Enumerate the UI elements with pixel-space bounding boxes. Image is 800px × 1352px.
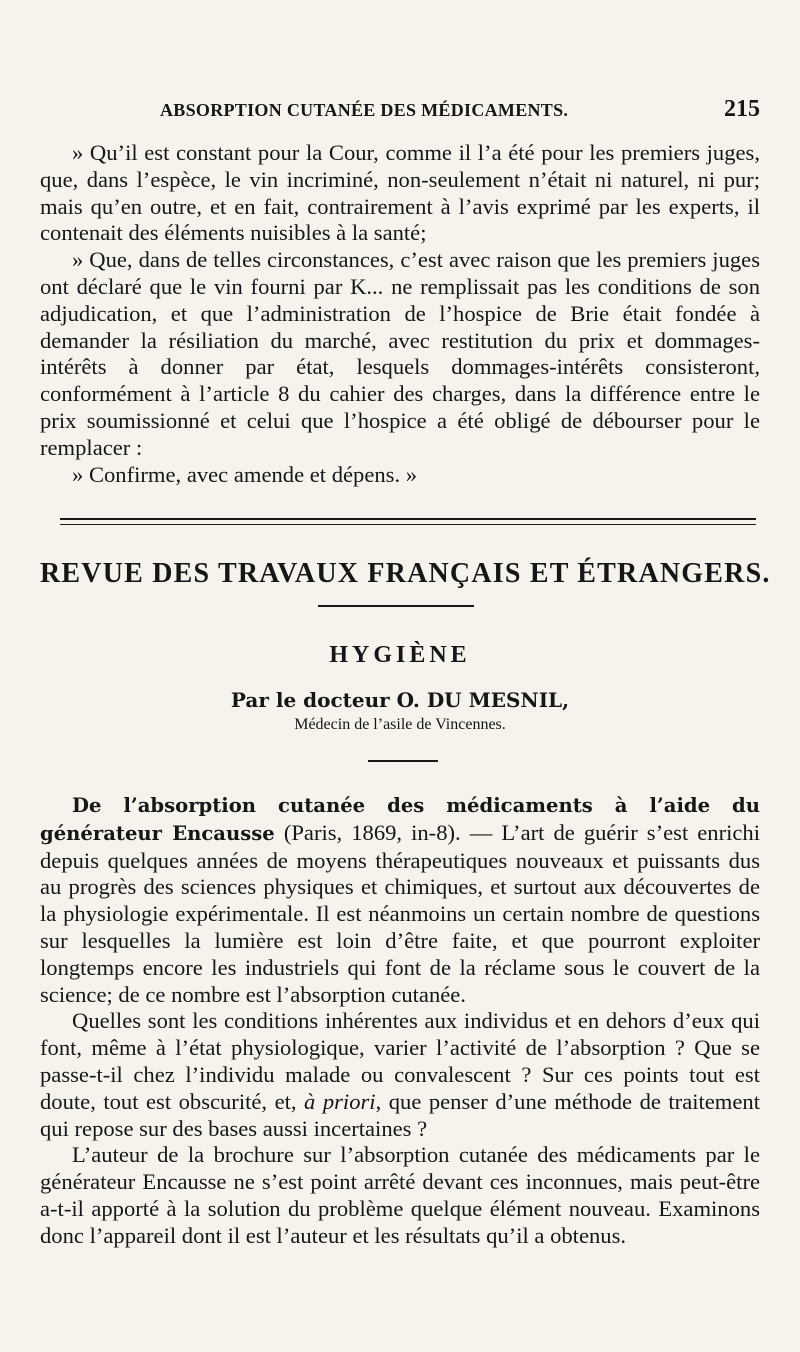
italic-phrase: à priori — [304, 1088, 376, 1114]
court-verdict-text — [40, 140, 760, 488]
article-lead-text: (Paris, 1869, in-8). — L’art de guérir s’est enrichi depuis quelques années de moyens thérapeutiques nouveaux et puissants dus au progrès des sciences physiques et chimiques, et surtout aux découvertes de la physiologie expérimentale. Il est néanmoins un certain nombre de questions sur lesquelles la lumière est loin d’être faite, et que pourront exploiter longtemps encore les industriels qui font de la réclame sous le couvert de la science; de ce nombre est l’absorption cutanée. — [40, 819, 760, 1007]
running-title: ABSORPTION CUTANÉE DES MÉDICAMENTS. — [160, 100, 569, 120]
short-rule-divider — [318, 605, 474, 607]
short-rule-divider — [368, 760, 438, 762]
article-text-span: , que penser d’une méthode de traitement qui repose sur des bases aussi incertaines ? — [40, 1088, 760, 1141]
verdict-paragraph: » Confirme, avec amende et dépens. » — [72, 461, 418, 487]
author-byline: Par le docteur O. DU MESNIL, — [230, 688, 570, 712]
verdict-paragraph: » Que, dans de telles circonstances, c’est avec raison que les premiers juges ont déclaré que le vin fourni par K... ne remplissait pas les conditions de son adjudication, et que l’administration de l’hospice de Brie était fondée à demander la résiliation du marché, avec restitution du prix et dommages-intérêts à donner par état, lesquels dommages-intérêts consisteront, conformément à l’article 8 du cahier des charges, dans la différence entre le prix soumissionné et celui que l’hospice a été obligé de débourser pour le remplacer : — [40, 247, 760, 460]
article-paragraph: L’auteur de la brochure sur l’absorption cutanée des médicaments par le générateur Encausse ne s’est point arrêté devant ces inconnues, mais peut-être a-t-il apporté à la solution du problème quelque élément nouveau. Examinons donc l’appareil dont il est l’auteur et les résultats qu’il a obtenus. — [40, 1142, 760, 1248]
article-paragraph — [40, 1008, 760, 1142]
page-number: 215 — [724, 96, 760, 122]
page-header — [160, 96, 760, 130]
section-title: REVUE DES TRAVAUX FRANÇAIS ET ÉTRANGERS. — [40, 558, 771, 589]
author-affiliation: Médecin de l’asile de Vincennes. — [294, 716, 506, 733]
verdict-paragraph: » Qu’il est constant pour la Cour, comme il l’a été pour les premiers juges, que, dans l’espèce, le vin incriminé, non-seulement n’était ni naturel, ni pur; mais qu’en outre, et en fait, contrairement à l’avis exprimé par les experts, il contenait des éléments nuisibles à la santé; — [40, 140, 760, 246]
article-lead-title: De l’absorption cutanée des médicaments à l’aide du générateur Encausse — [40, 794, 760, 845]
double-rule-divider — [60, 518, 756, 525]
subsection-heading: HYGIÈNE — [329, 642, 471, 668]
article-paragraph — [40, 792, 760, 1008]
article-text — [40, 792, 760, 1250]
article-text-span: Quelles sont les conditions inhérentes aux individus et en dehors d’eux qui font, même à l’état physiologique, varier l’activité de l’absorption ? Que se passe-t-il chez l’individu malade ou convalescent ? Sur ces points tout est doute, tout est obscurité, et, — [40, 1008, 760, 1114]
